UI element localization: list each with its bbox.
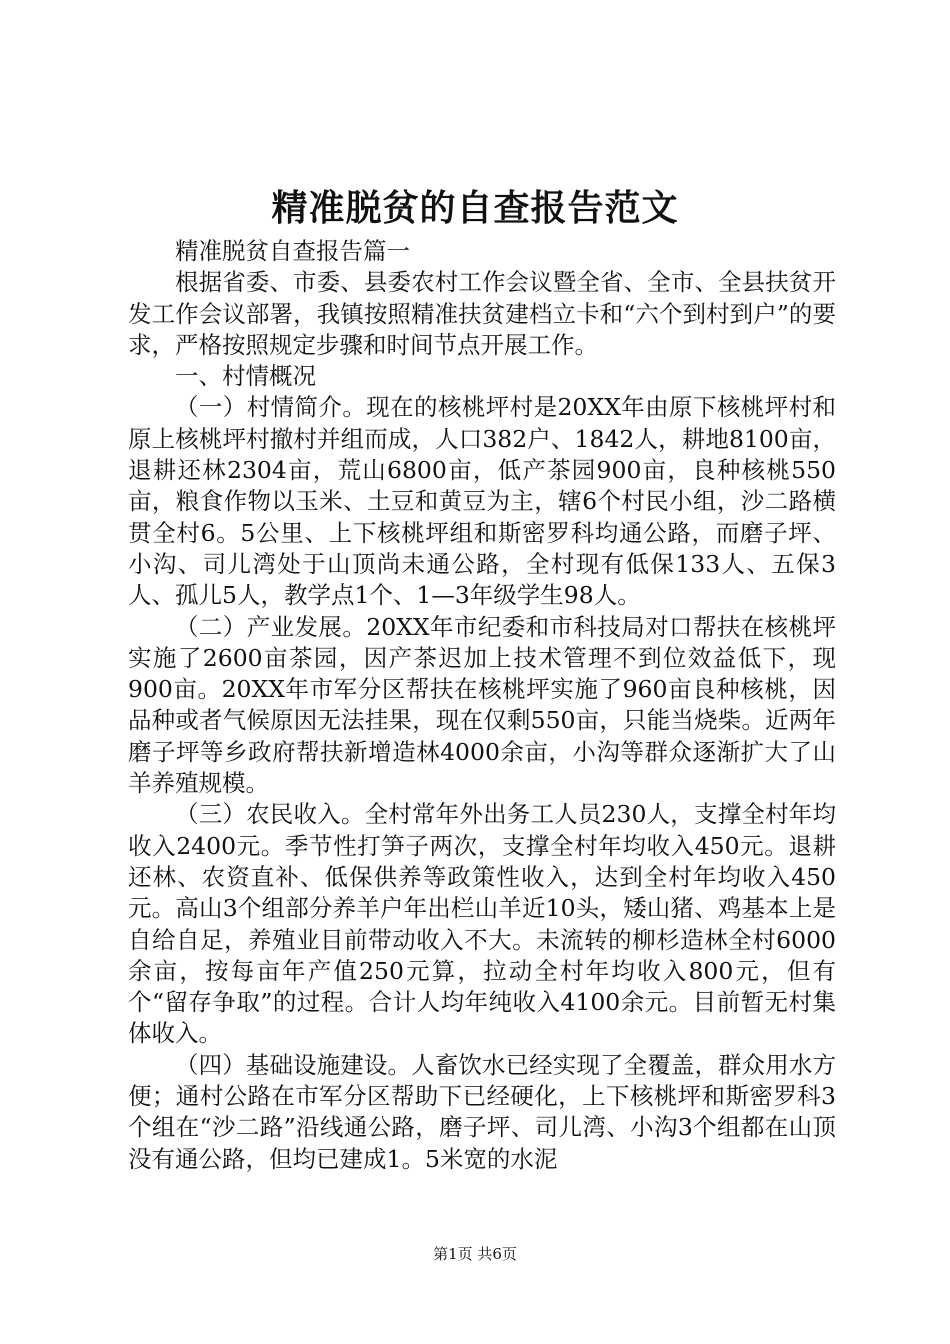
section-subtitle: 精准脱贫自查报告篇一 (175, 237, 410, 265)
page-number-footer: 第1页 共6页 (433, 1245, 517, 1263)
paragraph-income: （三）农民收入。全村常年外出务工人员230人，支撑全村年均收入2400元。季节性打笋子两次，支撑全村年均收入450元。退耕还林、农资直补、低保供养等政策性收入，达到全村年均收入450元。高山3个组部分养羊户年出栏山羊近10头，矮山猪、鸡基本上是自给自足，养殖业目前带动收入不大。未流转的柳杉造林全村6000余亩，按每亩年产值250元算，拉动全村年均收入800元，但有个“留存争取”的过程。合计人均年纯收入4100余元。目前暂无村集体收入。 (128, 800, 836, 1048)
paragraph-village-intro: （一）村情简介。现在的核桃坪村是20XX年由原下核桃坪村和原上核桃坪村撤村并组而成，人口382户、1842人，耕地8100亩，退耕还林2304亩，荒山6800亩，低产茶园900亩，良种核桃550亩，粮食作物以玉米、土豆和黄豆为主，辖6个村民小组，沙二路横贯全村6。5公里、上下核桃坪组和斯密罗科均通公路，而磨子坪、小沟、司儿湾处于山顶尚未通公路，全村现有低保133人、五保3人、孤儿5人，教学点1个、1—3年级学生98人。 (128, 393, 836, 610)
section-heading: 一、村情概况 (175, 362, 316, 391)
document-body (128, 236, 836, 1175)
document-title: 精准脱贫的自查报告范文 (271, 187, 679, 229)
paragraph-industry: （二）产业发展。20XX年市纪委和市科技局对口帮扶在核桃坪实施了2600亩茶园，因产茶迟加上技术管理不到位效益低下，现900亩。20XX年市军分区帮扶在核桃坪实施了960亩良种核桃，因品种或者气候原因无法挂果，现在仅剩550亩，只能当烧柴。近两年磨子坪等乡政府帮扶新增造林4000余亩，小沟等群众逐渐扩大了山羊养殖规模。 (128, 612, 836, 798)
intro-paragraph: 根据省委、市委、县委农村工作会议暨全省、全市、全县扶贫开发工作会议部署，我镇按照精准扶贫建档立卡和“六个到村到户”的要求，严格按照规定步骤和时间节点开展工作。 (128, 268, 836, 359)
paragraph-infrastructure: （四）基础设施建设。人畜饮水已经实现了全覆盖，群众用水方便；通村公路在市军分区帮助下已经硬化，上下核桃坪和斯密罗科3个组在“沙二路”沿线通公路，磨子坪、司儿湾、小沟3个组都在山顶没有通公路，但均已建成1。5米宽的水泥 (128, 1050, 836, 1173)
